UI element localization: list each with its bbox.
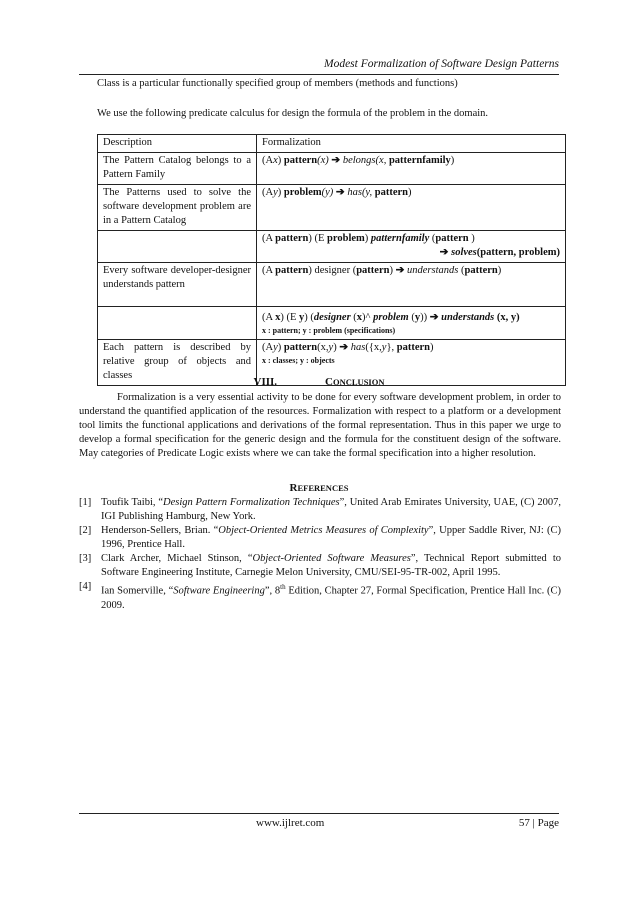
right-arrow-icon: ➔ (335, 187, 345, 198)
conclusion-heading: VIII. CONCLUSION (253, 376, 385, 388)
conclusion-body: Formalization is a very essential activity to be done for every software development problem, in order to understand the quantified application of the resources. Formalization with respect to a platform or a development tool limits the functional applications and derivations of the formal representation. Thus in this paper we urge to develop a formal specification for the generic design and the formula for the constituent design of the software. May categories of Predicate Logic exists where we can take the formal specification into a higher resolution. (79, 392, 561, 459)
col-header-description: Description (98, 135, 257, 153)
right-arrow-icon: ➔ (395, 265, 405, 276)
table-row (98, 185, 566, 231)
running-header: Modest Formalization of Software Design Patterns (324, 58, 559, 70)
intro-line-1: Class is a particular functionally specified group of members (methods and functions) (97, 78, 458, 89)
right-arrow-icon: ➔ (439, 247, 449, 258)
row-formalization: (Ay) pattern(x,y) ➔ has({x,y}, pattern) x : classes; y : objects (257, 340, 566, 386)
journal-url[interactable]: www.ijlret.com (256, 817, 325, 829)
row-description (98, 307, 257, 340)
row-formalization: (Ay) problem(y) ➔ has(y, pattern) (257, 185, 566, 231)
right-arrow-icon: ➔ (331, 155, 341, 166)
references-list (79, 496, 561, 613)
variable-note: x : classes; y : objects (262, 356, 335, 365)
table-header-row (98, 135, 566, 153)
right-arrow-icon: ➔ (429, 312, 439, 323)
row-formalization: (A pattern) designer (pattern) ➔ understands (pattern) (257, 263, 566, 307)
table-row (98, 153, 566, 185)
row-description: The Pattern Catalog belongs to a Pattern Family (98, 153, 257, 185)
references-heading: REFERENCES (289, 482, 349, 494)
table-row (98, 307, 566, 340)
page-number: 57 | Page (518, 817, 559, 829)
reference-item: [3] Clark Archer, Michael Stinson, “Object-Oriented Software Measures”, Technical Report submitted to Software Engineering Institute, Carnegie Melon University, CMU/SEI-95-TR-002, April 1995. (79, 553, 561, 578)
col-header-formalization: Formalization (257, 135, 566, 153)
header-rule (79, 74, 559, 75)
reference-item: [2] Henderson-Sellers, Brian. “Object-Oriented Metrics Measures of Complexity”, Upper Saddle River, NJ: (C) 1996, Prentice Hall. (79, 525, 562, 550)
reference-item: [1] Toufik Taibi, “Design Pattern Formalization Techniques”, United Arab Emirates University, UAE, (C) 2007, IGI Publishing Hamburg, New York. (79, 497, 561, 522)
row-description: Each pattern is described by relative group of objects and classes (98, 340, 257, 386)
row-formalization: (A pattern) (E problem) patternfamily (pattern ) ➔ solves(pattern, problem) (257, 231, 566, 263)
table-row (98, 231, 566, 263)
row-formalization: (Ax) pattern(x) ➔ belongs(x, patternfamily) (257, 153, 566, 185)
row-description: Every software developer-designer understands pattern (98, 263, 257, 307)
reference-item: [4] Ian Somerville, “Software Engineering”, 8th Edition, Chapter 27, Formal Specification, Prentice Hall Inc. (C) 2009. (79, 581, 561, 611)
row-description (98, 231, 257, 263)
right-arrow-icon: ➔ (339, 342, 349, 353)
formalization-table (97, 134, 566, 386)
variable-note: x : pattern; y : problem (specifications) (262, 326, 396, 335)
row-formalization: (A x) (E y) (designer (x)^ problem (y)) ➔ understands (x, y) x : pattern; y : problem (specifications) (257, 307, 566, 340)
table-row (98, 263, 566, 307)
intro-line-2: We use the following predicate calculus for design the formula of the problem in the domain. (97, 108, 489, 119)
footer-rule (79, 813, 559, 814)
row-description: The Patterns used to solve the software development problem are in a Pattern Catalog (98, 185, 257, 231)
